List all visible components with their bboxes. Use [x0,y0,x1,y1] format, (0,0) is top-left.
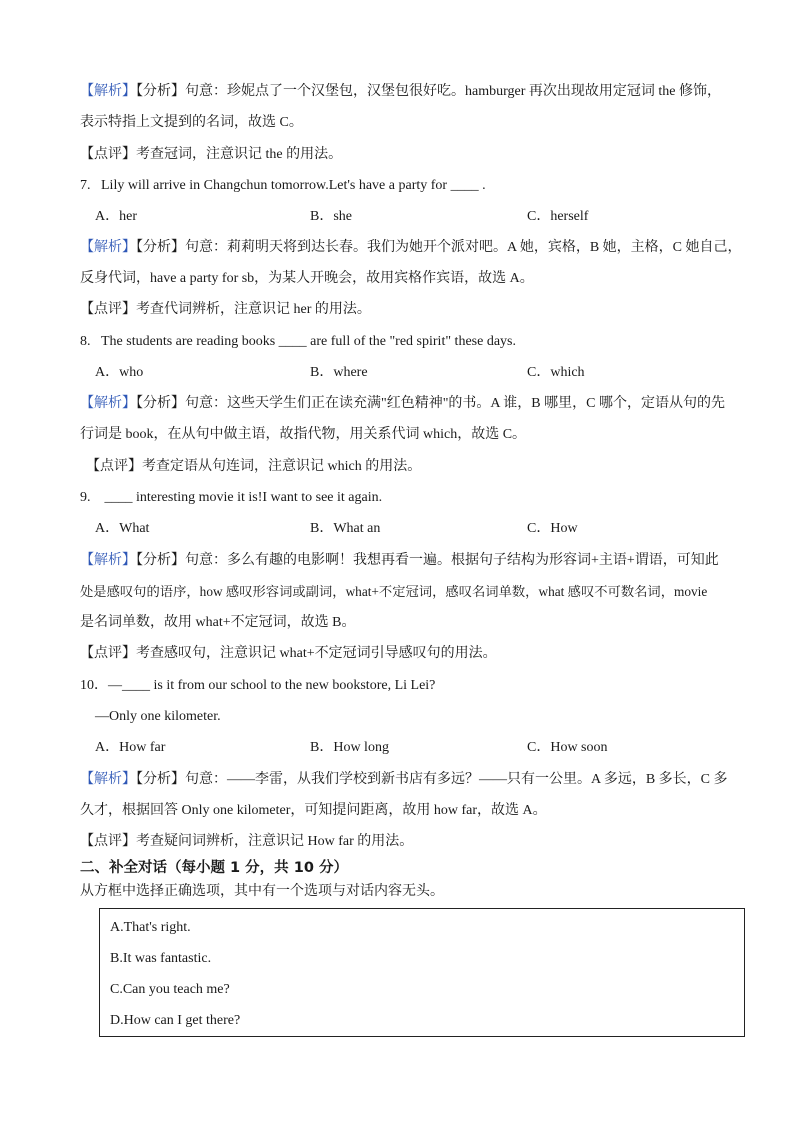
q9-option-c: C．How [527,521,578,536]
q9-analysis-line2: 处是感叹句的语序，how 感叹形容词或副词，what+不定冠词，感叹名词单数，what 感叹不可数名词，movie [80,584,708,599]
dianping-tag: 【点评】 [80,834,136,849]
q8-option-c: C．which [527,365,585,380]
q10-option-b: B．How long [310,740,389,755]
q8-comment: 【点评】考查定语从句连词，注意识记 which 的用法。 [86,459,422,474]
box-option-c: C.Can you teach me? [110,982,230,997]
q10-analysis-line1: 【解析】【分析】句意：——李雷，从我们学校到新书店有多远？——只有一公里。A 多远，B 多长，C 多 [80,772,728,787]
section-instruction: 从方框中选择正确选项，其中有一个选项与对话内容无头。 [80,884,444,899]
q6-comment: 【点评】考查冠词，注意识记 the 的用法。 [80,147,343,162]
q9-option-b: B．What an [310,521,381,536]
q10-comment: 【点评】考查疑问词辨析，注意识记 How far 的用法。 [80,834,414,849]
fenxi-tag: 【分析】 [136,772,185,787]
fenxi-tag: 【分析】 [136,553,185,568]
fenxi-tag: 【分析】 [136,396,185,411]
q10-option-c: C．How soon [527,740,608,755]
question-number: 10． [80,678,108,693]
section-title: 二、补全对话（每小题 1 分，共 10 分） [80,860,348,876]
question-number: 8. [80,334,91,349]
jiexi-tag: 【解析】 [80,396,136,411]
q8-analysis-line1: 【解析】【分析】句意：这些天学生们正在读充满"红色精神"的书。A 谁，B 哪里，C 哪个，定语从句的先 [80,396,725,411]
q9-analysis-line3: 是名词单数，故用 what+不定冠词，故选 B。 [80,615,356,630]
dianping-tag: 【点评】 [80,147,136,162]
fenxi-tag: 【分析】 [136,84,185,99]
fenxi-tag: 【分析】 [136,240,185,255]
q7-option-a: A．her [95,209,137,224]
q9-comment: 【点评】考查感叹句，注意识记 what+不定冠词引导感叹句的用法。 [80,646,497,661]
dianping-tag: 【点评】 [80,302,136,317]
jiexi-tag: 【解析】 [80,240,136,255]
q6-analysis-line1: 【解析】【分析】句意：珍妮点了一个汉堡包，汉堡包很好吃。hamburger 再次出现故用定冠词 the 修饰， [80,84,721,99]
q9-option-a: A．What [95,521,150,536]
dianping-tag: 【点评】 [80,646,136,661]
jiexi-tag: 【解析】 [80,84,136,99]
options-box [99,908,745,1037]
q8-stem: 8. The students are reading books ____ are full of the "red spirit" these days. [80,334,516,349]
q7-analysis-line1: 【解析】【分析】句意：莉莉明天将到达长春。我们为她开个派对吧。A 她，宾格，B 她，主格，C 她自己， [80,240,742,255]
q9-stem: 9. ____ interesting movie it is!I want to see it again. [80,490,383,505]
q8-option-b: B．where [310,365,368,380]
q7-comment: 【点评】考查代词辨析，注意识记 her 的用法。 [80,302,371,317]
box-option-b: B.It was fantastic. [110,951,212,966]
jiexi-tag: 【解析】 [80,553,136,568]
q10-option-a: A．How far [95,740,166,755]
q6-analysis-line2: 表示特指上文提到的名词，故选 C。 [80,115,303,130]
q8-analysis-line2: 行词是 book，在从句中做主语，故指代物，用关系代词 which，故选 C。 [80,427,527,442]
question-number: 9. [80,490,91,505]
jiexi-tag: 【解析】 [80,772,136,787]
q10-stem: 10．—____ is it from our school to the new bookstore, Li Lei? [80,678,436,693]
q10-analysis-line2: 久才，根据回答 Only one kilometer，可知提问距离，故用 how far，故选 A。 [80,803,547,818]
q7-stem: 7. Lily will arrive in Changchun tomorrow.Let's have a party for ____ . [80,178,486,193]
box-option-d: D.How can I get there? [110,1013,241,1028]
q7-option-c: C．herself [527,209,589,224]
box-option-a: A.That's right. [110,920,191,935]
question-number: 7. [80,178,91,193]
q7-option-b: B．she [310,209,352,224]
q10-reply: —Only one kilometer. [95,709,221,724]
q7-analysis-line2: 反身代词，have a party for sb，为某人开晚会，故用宾格作宾语，故选 A。 [80,271,534,286]
q8-option-a: A．who [95,365,144,380]
q9-analysis-line1: 【解析】【分析】句意：多么有趣的电影啊！我想再看一遍。根据句子结构为形容词+主语+谓语，可知此 [80,553,719,568]
dianping-tag: 【点评】 [86,459,142,474]
